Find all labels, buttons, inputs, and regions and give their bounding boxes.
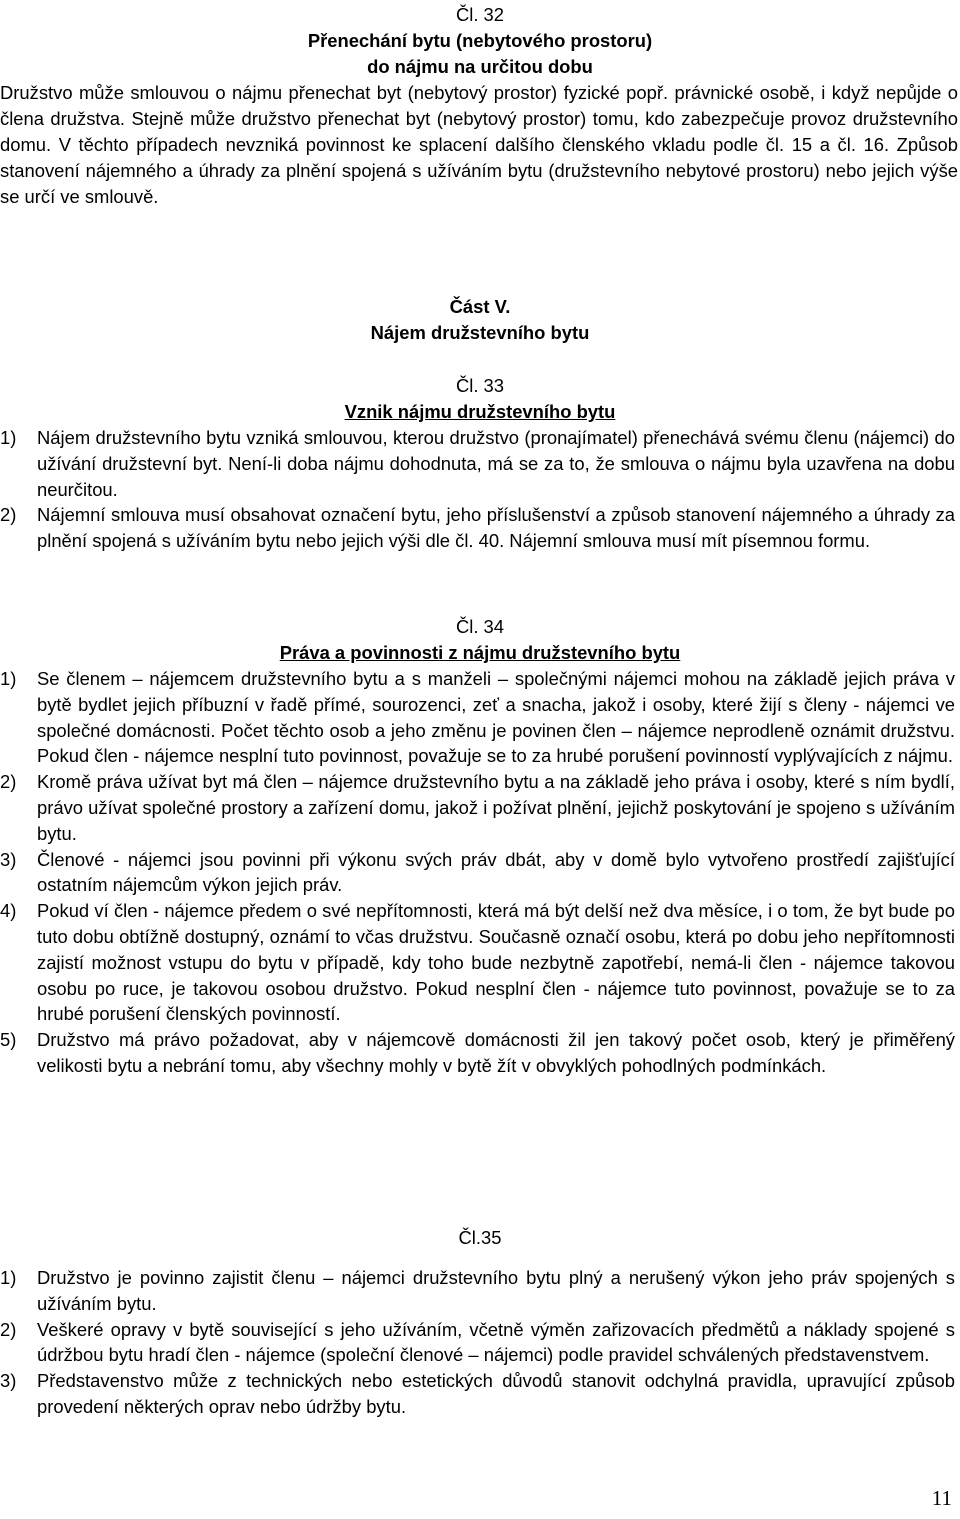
item-number: 5) bbox=[0, 1029, 17, 1051]
part-label: Část V. bbox=[449, 296, 511, 317]
article-paragraph: Družstvo může smlouvou o nájmu přenechat byt (nebytový prostor) fyzické popř. právnické osobě, i když nepůjde o člena družstva. Stejně může družstvo přenechat byt (nebytový prostor) tomu, kdo zabezpečuje provoz družstevního domu. V těchto případech nevzniká povinnost ke splacení dalšího členského vkladu podle čl. 15 a čl. 16. Způsob stanovení nájemného a úhrady za plnění spojená s užíváním bytu (družstevního nebytové prostoru) nebo jejich výše se určí ve smlouvě. bbox=[0, 82, 958, 207]
item-number: 3) bbox=[0, 848, 17, 870]
item-text: Představenstvo může z technických nebo estetických důvodů stanovit odchylná pravidla, upravující způsob provedení některých oprav nebo údržby bytu. bbox=[37, 1370, 955, 1417]
item-text: Kromě práva užívat byt má člen – nájemce družstevního bytu a na základě jeho práva i osoby, které s ním bydlí, právo užívat společné prostory a zařízení domu, jakož i požívat plnění, jejichž poskytování je spojeno s užíváním bytu. bbox=[37, 771, 955, 844]
page-number: 11 bbox=[931, 1486, 952, 1510]
item-text: Členové - nájemci jsou povinni při výkonu svých práv dbát, aby v domě bylo vytvořeno prostředí zajišťující ostatním nájemcům výkon jejich práv. bbox=[37, 848, 955, 896]
article-label: Čl. 34 bbox=[455, 616, 505, 637]
article-35 bbox=[0, 1225, 960, 1420]
part-5-heading bbox=[0, 294, 960, 346]
article-items bbox=[0, 425, 955, 554]
article-title: do nájmu na určitou dobu bbox=[367, 56, 593, 77]
item-number: 2) bbox=[0, 771, 17, 793]
list-item bbox=[0, 502, 955, 554]
item-number: 1) bbox=[0, 1267, 17, 1288]
article-title: Práva a povinnosti z nájmu družstevního bytu bbox=[279, 642, 681, 663]
item-number: 4) bbox=[0, 900, 17, 922]
item-number: 2) bbox=[0, 1318, 17, 1340]
item-text: Pokud ví člen - nájemce předem o své nepřítomnosti, která má být delší než dva měsíce, i o tom, že byt bude po tuto dobu obtížně dostupný, oznámí to včas družstvu. Současně označí osobu, která po dobu jeho nepřítomnosti zajistí možnost vstupu do bytu v případě, kdy toho bude nezbytně zapotřebí, nemá-li člen - nájemce takovou osobu po ruce, je takovou osobou družstvo. Pokud nesplní člen - nájemce tuto povinnost, považuje se to za hrubé porušení členských povinností. bbox=[37, 900, 955, 1025]
list-item bbox=[0, 1317, 955, 1369]
article-label: Čl. 32 bbox=[455, 4, 505, 25]
item-number: 1) bbox=[0, 427, 17, 448]
item-text: Družstvo má právo požadovat, aby v nájemcově domácnosti žil jen takový počet osob, který je přiměřený velikosti bytu a nebrání tomu, aby všechny mohly v bytě žít v obvyklých pohodlných podmínkách. bbox=[37, 1029, 955, 1076]
list-item bbox=[0, 1265, 955, 1317]
item-number: 3) bbox=[0, 1370, 17, 1392]
item-text: Nájem družstevního bytu vzniká smlouvou, kterou družstvo (pronajímatel) přenechává svému členu (nájemci) do užívání družstevní byt. Není-li doba nájmu dohodnuta, má se za to, že smlouva o nájmu byla uzavřena na dobu neurčitou. bbox=[37, 427, 955, 500]
list-item bbox=[0, 1027, 955, 1079]
article-33 bbox=[0, 373, 960, 554]
list-item bbox=[0, 1368, 955, 1420]
item-text: Nájemní smlouva musí obsahovat označení bytu, jeho příslušenství a způsob stanovení nájemného a úhrady za plnění spojená s užíváním bytu nebo jejich výši dle čl. 40. Nájemní smlouva musí mít písemnou formu. bbox=[37, 504, 955, 552]
article-32 bbox=[0, 2, 960, 210]
item-text: Se členem – nájemcem družstevního bytu a s manželi – společnými nájemci mohou na základě jejich práva v bytě bydlet jejich příbuzní v řadě přímé, sourozenci, zeť a snacha, jakož i osoby, které žijí s členy - nájemci ve společné domácnosti. Počet těchto osob a jeho změnu je povinen člen – nájemce neprodleně oznámit družstvu. Pokud člen - nájemce nesplní tuto povinnost, považuje se to za hrubé porušení povinností vyplývajících z nájmu. bbox=[37, 668, 955, 767]
item-text: Družstvo je povinno zajistit členu – nájemci družstevního bytu plný a nerušený výkon jeho práv spojených s užíváním bytu. bbox=[37, 1267, 955, 1314]
article-title: Vznik nájmu družstevního bytu bbox=[344, 401, 616, 422]
article-label: Čl. 33 bbox=[455, 375, 505, 396]
list-item bbox=[0, 425, 955, 502]
part-title: Nájem družstevního bytu bbox=[370, 322, 590, 343]
list-item bbox=[0, 847, 955, 899]
article-34 bbox=[0, 614, 960, 1079]
article-label: Čl.35 bbox=[458, 1227, 502, 1248]
article-items bbox=[0, 1265, 955, 1420]
article-title: Přenechání bytu (nebytového prostoru) bbox=[307, 30, 653, 51]
item-text: Veškeré opravy v bytě související s jeho užíváním, včetně výměn zařizovacích předmětů a náklady spojené s údržbou bytu hradí člen - nájemce (společní členové – nájemci) podle pravidel schválených představenstvem. bbox=[37, 1318, 955, 1366]
list-item bbox=[0, 769, 955, 846]
item-number: 2) bbox=[0, 504, 17, 526]
list-item bbox=[0, 666, 955, 769]
article-items bbox=[0, 666, 955, 1079]
item-number: 1) bbox=[0, 668, 17, 689]
list-item bbox=[0, 898, 955, 1027]
